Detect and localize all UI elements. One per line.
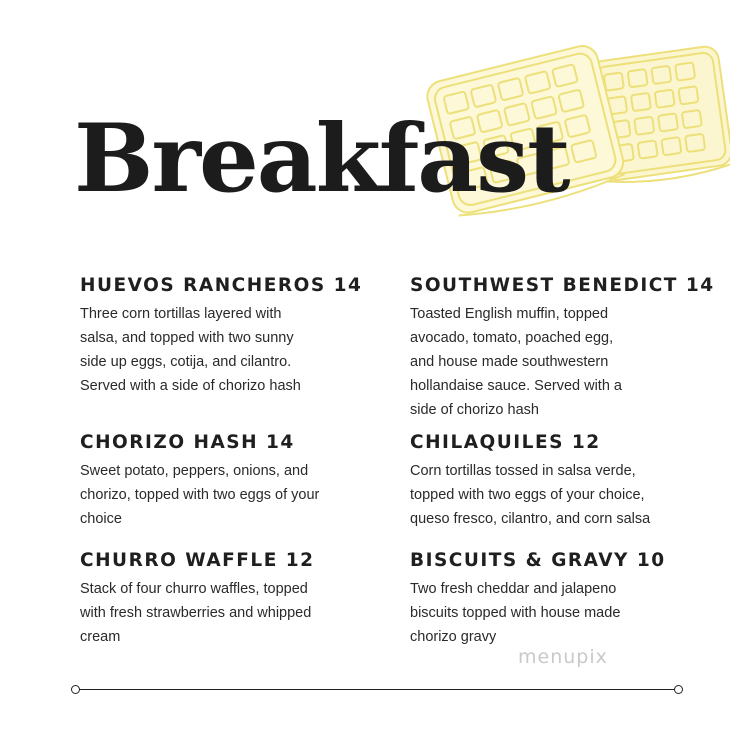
- watermark: menupix: [518, 646, 608, 668]
- menu-item-chorizo-hash: [80, 431, 400, 531]
- description-line: hollandaise sauce. Served with a: [410, 378, 622, 394]
- menu-item-description: [410, 302, 730, 422]
- menu-item-name: CHILAQUILES 12: [410, 432, 601, 453]
- page-title: Breakfast: [74, 104, 569, 214]
- menu-item-chilaquiles: [410, 431, 730, 531]
- description-line: Stack of four churro waffles, topped: [80, 581, 308, 597]
- description-line: Toasted English muffin, topped: [410, 306, 609, 322]
- description-line: cream: [80, 629, 121, 645]
- description-line: with fresh strawberries and whipped: [80, 605, 312, 621]
- menu-item-southwest-benedict: [410, 274, 730, 422]
- description-line: Three corn tortillas layered with: [80, 306, 282, 322]
- description-line: Two fresh cheddar and jalapeno: [410, 581, 617, 597]
- description-line: salsa, and topped with two sunny: [80, 330, 294, 346]
- menu-item-description: [80, 459, 400, 531]
- description-line: queso fresco, cilantro, and corn salsa: [410, 511, 651, 527]
- menu-item-name: CHURRO WAFFLE 12: [80, 550, 315, 571]
- description-line: side of chorizo hash: [410, 402, 539, 418]
- divider-left-dot: [71, 685, 80, 694]
- menu-item-churro-waffle: [80, 549, 400, 649]
- description-line: Corn tortillas tossed in salsa verde,: [410, 463, 636, 479]
- description-line: and house made southwestern: [410, 354, 609, 370]
- menu-item-name: BISCUITS & GRAVY 10: [410, 550, 666, 571]
- divider-line: [76, 689, 680, 690]
- description-line: Served with a side of chorizo hash: [80, 378, 301, 394]
- description-line: biscuits topped with house made: [410, 605, 621, 621]
- menu-item-description: [80, 577, 400, 649]
- description-line: chorizo, topped with two eggs of your: [80, 487, 320, 503]
- menu-item-name: SOUTHWEST BENEDICT 14: [410, 275, 715, 296]
- description-line: chorizo gravy: [410, 629, 497, 645]
- description-line: side up eggs, cotija, and cilantro.: [80, 354, 292, 370]
- description-line: Sweet potato, peppers, onions, and: [80, 463, 309, 479]
- menu-item-name: HUEVOS RANCHEROS 14: [80, 275, 363, 296]
- menu-item-huevos-rancheros: [80, 274, 400, 398]
- menu-item-biscuits-gravy: [410, 549, 730, 649]
- description-line: choice: [80, 511, 122, 527]
- description-line: avocado, tomato, poached egg,: [410, 330, 614, 346]
- description-line: topped with two eggs of your choice,: [410, 487, 645, 503]
- menu-item-name: CHORIZO HASH 14: [80, 432, 295, 453]
- menu-item-description: [80, 302, 400, 398]
- divider-right-dot: [674, 685, 683, 694]
- menu-item-description: [410, 577, 730, 649]
- menu-item-description: [410, 459, 730, 531]
